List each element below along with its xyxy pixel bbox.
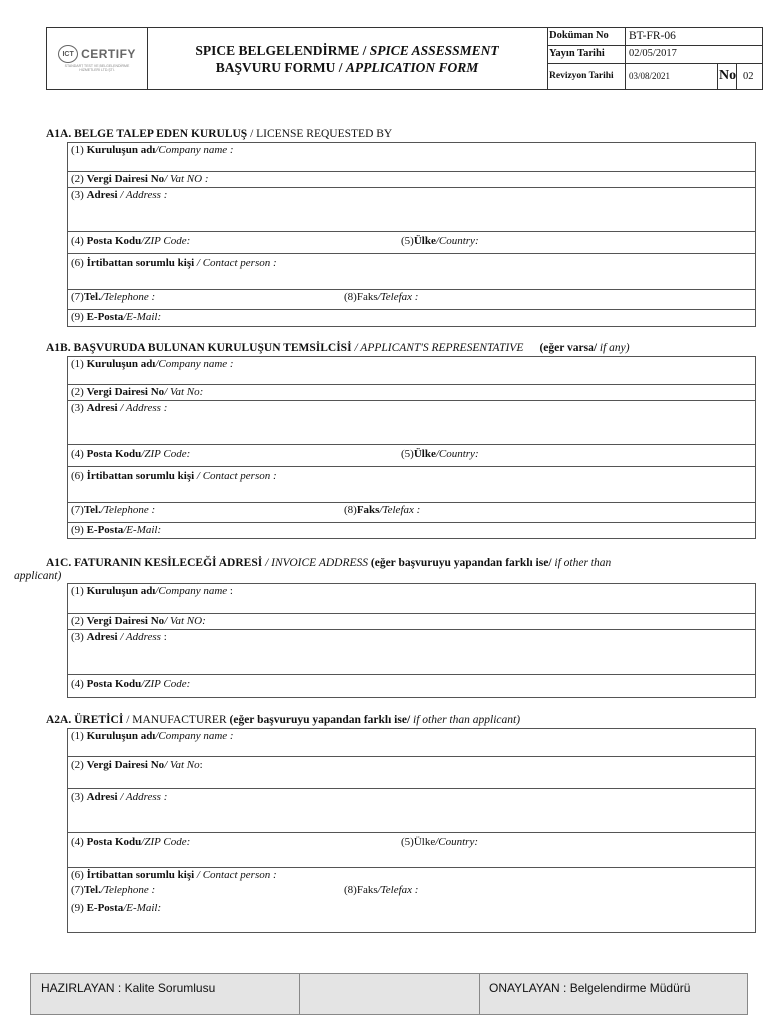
zip-code-field[interactable]: (4) Posta Kodu/ZIP Code: [71, 235, 191, 247]
section-a1c-box [67, 583, 756, 698]
ict-logo-icon: ICT [58, 45, 78, 63]
mfr-vat-no-field[interactable]: (2) Vergi Dairesi No/ Vat No: [68, 756, 755, 789]
country-field[interactable]: (5)Ülke/Country: [401, 235, 479, 247]
mfr-zip-code-field[interactable]: (4) Posta Kodu/ZIP Code: [71, 836, 191, 848]
company-name-field[interactable]: (1) Kuruluşun adı/Company name : [71, 144, 234, 156]
rep-contact-person-field[interactable]: (6) İrtibattan sorumlu kişi / Contact person : [68, 466, 755, 503]
mfr-zip-country-row [68, 832, 755, 868]
zip-country-row [68, 231, 755, 254]
footer-middle-cell [299, 974, 480, 1014]
rep-fax-field[interactable]: (8)Faks/Telefax : [344, 504, 421, 516]
section-a1b-box [67, 356, 756, 539]
rep-telephone-field[interactable]: (7)Tel./Telephone : [71, 504, 156, 516]
invoice-vat-no-field[interactable]: (2) Vergi Dairesi No/ Vat NO: [68, 613, 755, 630]
rev-date-row: Revizyon Tarihi 03/08/2021 No 02 [547, 64, 762, 89]
document-header [46, 27, 763, 90]
rep-company-name-field[interactable]: (1) Kuruluşun adı/Company name : [71, 358, 234, 370]
logo-text: CERTIFY [81, 47, 136, 61]
mfr-company-name-field[interactable]: (1) Kuruluşun adı/Company name : [71, 730, 234, 742]
mfr-address-field[interactable]: (3) Adresi / Address : [68, 788, 755, 833]
mfr-email-field[interactable]: (9) E-Posta/E-Mail: [71, 902, 162, 914]
rep-address-field[interactable]: (3) Adresi / Address : [68, 400, 755, 445]
section-a1c-title-cont: applicant) [14, 570, 62, 582]
section-a2a-title: A2A. ÜRETİCİ / MANUFACTURER (eğer başvuruyu yapandan farklı ise/ if other than applicant) [46, 714, 521, 726]
email-field[interactable]: (9) E-Posta/E-Mail: [68, 309, 755, 327]
tel-fax-row [68, 289, 755, 310]
rep-country-field[interactable]: (5)Ülke/Country: [401, 448, 479, 460]
logo-subtitle: STANDART TEST VE BELGELENDİRME HİZMETLERİ LTD.ŞTİ. [64, 64, 130, 72]
section-a1a-title: A1A. BELGE TALEP EDEN KURULUŞ / LICENSE REQUESTED BY [46, 128, 393, 140]
invoice-company-name-field[interactable]: (1) Kuruluşun adı/Company name : [71, 585, 233, 597]
address-field[interactable]: (3) Adresi / Address : [68, 187, 755, 232]
rep-email-field[interactable]: (9) E-Posta/E-Mail: [68, 522, 755, 539]
fax-field[interactable]: (8)Faks/Telefax : [344, 291, 419, 303]
section-a1a-box [67, 142, 756, 327]
rep-vat-no-field[interactable]: (2) Vergi Dairesi No/ Vat No: [68, 384, 755, 401]
section-a1c-title: A1C. FATURANIN KESİLECEĞİ ADRESİ / INVOICE ADDRESS (eğer başvuruyu yapandan farklı ise/ if other than [46, 557, 612, 569]
section-a2a-box [67, 728, 756, 933]
invoice-address-field[interactable]: (3) Adresi / Address : [68, 629, 755, 675]
mfr-contact-person-field[interactable]: (6) İrtibattan sorumlu kişi / Contact person : [68, 867, 755, 884]
footer-prepared-cell: HAZIRLAYAN : Kalite Sorumlusu [31, 974, 300, 1014]
form-title: SPICE BELGELENDİRME / SPICE ASSESSMENT BAŞVURU FORMU / APPLICATION FORM [147, 28, 548, 89]
document-footer [30, 973, 748, 1015]
rep-zip-country-row [68, 444, 755, 467]
telephone-field[interactable]: (7)Tel./Telephone : [71, 291, 156, 303]
mfr-telephone-field[interactable]: (7)Tel./Telephone : [71, 884, 156, 896]
contact-person-field[interactable]: (6) İrtibattan sorumlu kişi / Contact person : [68, 253, 755, 290]
mfr-country-field[interactable]: (5)Ülke/Country: [401, 836, 478, 848]
mfr-tel-fax-row [68, 883, 755, 901]
invoice-zip-code-field[interactable]: (4) Posta Kodu/ZIP Code: [68, 674, 755, 698]
mfr-fax-field[interactable]: (8)Faks/Telefax : [344, 884, 419, 896]
doc-no-row: Doküman No BT-FR-06 [547, 28, 762, 46]
vat-no-field[interactable]: (2) Vergi Dairesi No/ Vat NO : [68, 171, 755, 188]
rep-tel-fax-row [68, 502, 755, 523]
rep-zip-code-field[interactable]: (4) Posta Kodu/ZIP Code: [71, 448, 191, 460]
section-a1b-title: A1B. BAŞVURUDA BULUNAN KURULUŞUN TEMSİLCİSİ / APPLICANT'S REPRESENTATIVE (eğer varsa/ if any) [46, 342, 630, 354]
pub-date-row: Yayın Tarihi 02/05/2017 [547, 46, 762, 64]
footer-approved-cell: ONAYLAYAN : Belgelendirme Müdürü [489, 981, 691, 995]
logo [47, 28, 148, 89]
